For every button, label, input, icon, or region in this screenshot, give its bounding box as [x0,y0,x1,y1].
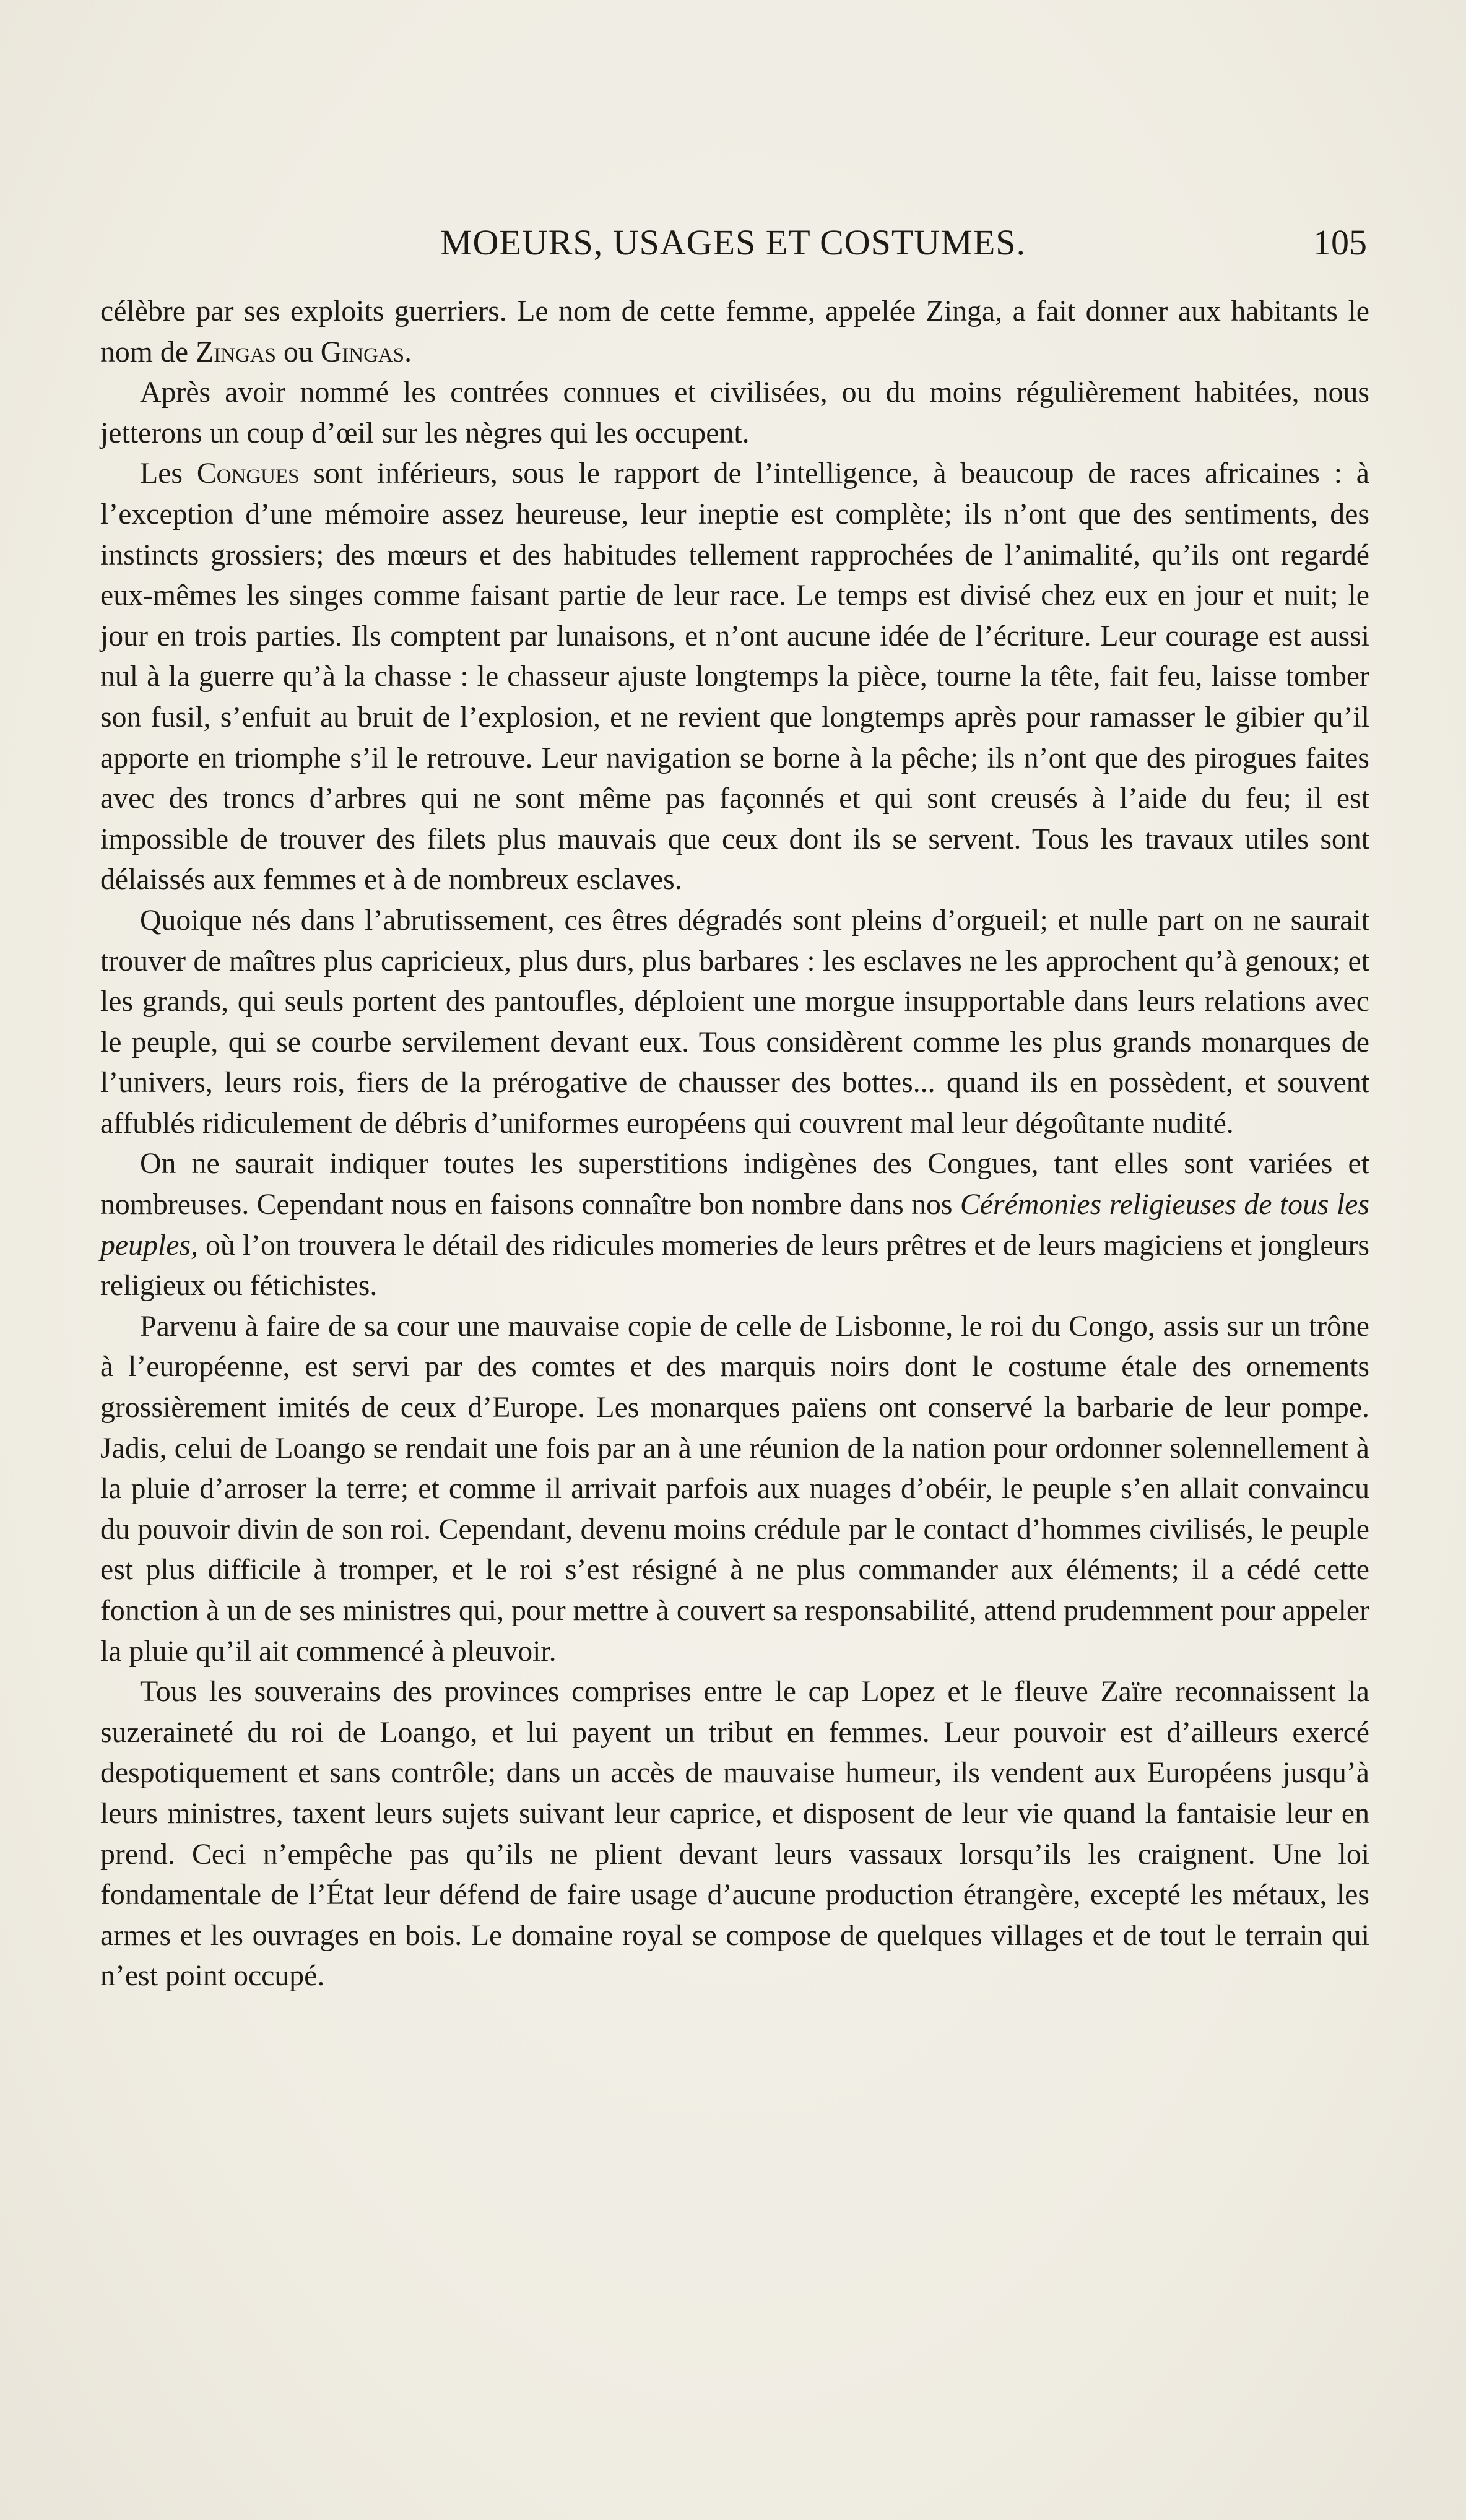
running-title: MOEURS, USAGES ET COSTUMES. [440,222,1026,262]
book-title-reference: Cérémonies religieuses de tous les peuples, [100,1188,1369,1262]
paragraph-3 [100,453,1369,900]
page-number: 105 [1313,222,1367,262]
text-run: Après avoir nommé les contrées connues et civilisées, ou du moins régulièrement habitées, nous jetterons un coup d’œil sur les nègres qui les occupent. [100,376,1369,449]
text-run: sont inférieurs, sous le rapport de l’intelligence, à beaucoup de races africaines : à l’exception d’une mémoire assez heureuse, leur ineptie est complète; ils n’ont que des sentiments, des instincts grossiers; des mœurs et des habitudes tellement rapprochées de l’animalité, qu’ils ont regardé eux-mêmes les singes comme faisant partie de leur race. Le temps est divisé chez eux en jour et nuit; le jour en trois parties. Ils comptent par lunaisons, et n’ont aucune idée de l’écriture. Leur courage est aussi nul à la guerre qu’à la chasse : le chasseur ajuste longtemps la pièce, tourne la tête, fait feu, laisse tomber son fusil, s’enfuit au bruit de l’explosion, et ne revient que longtemps après pour ramasser le gibier qu’il apporte en triomphe s’il le retrouve. Leur navigation se borne à la pêche; ils n’ont que des pirogues faites avec des troncs d’arbres qui ne sont même pas façonnés et qui sont creusés à l’aide du feu; il est impossible de trouver des filets plus mauvais que ceux dont ils se servent. Tous les travaux utiles sont délaissés aux femmes et à de nombreux esclaves. [100,457,1369,896]
text-run: . [404,335,412,368]
text-run: Quoique nés dans l’abrutissement, ces êtres dégradés sont pleins d’orgueil; et nulle part on ne saurait trouver de maîtres plus capricieux, plus durs, plus barbares : les esclaves ne les approchent qu’à genoux; et les grands, qui seuls portent des pantoufles, déploient une morgue insupportable dans leurs relations avec le peuple, qui se courbe servilement devant eux. Tous considèrent comme les plus grands monarques de l’univers, leurs rois, fiers de la prérogative de chausser des bottes... quand ils en possèdent, et souvent affublés ridiculement de débris d’uniformes européens qui couvrent mal leur dégoûtante nudité. [100,903,1369,1140]
paragraph-1 [100,291,1369,372]
text-run: Tous les souverains des provinces comprises entre le cap Lopez et le fleuve Zaïre reconnaissent la suzeraineté du roi de Loango, et lui payent un tribut en femmes. Leur pouvoir est d’ailleurs exercé despotiquement et sans contrôle; dans un accès de mauvaise humeur, ils vendent aux Européens jusqu’à leurs ministres, taxent leurs sujets suivant leur caprice, et disposent de leur vie quand la fantaisie leur en prend. Ceci n’empêche pas qu’ils ne plient devant leurs vassaux lorsqu’ils les craignent. Une loi fondamentale de l’État leur défend de faire usage d’aucune production étrangère, excepté les métaux, les armes et les ouvrages en bois. Le domaine royal se compose de quelques villages et de tout le terrain qui n’est point occupé. [100,1675,1369,1993]
paragraph-7 [100,1671,1369,1996]
text-run: ou [276,335,321,368]
body-text [100,291,1369,1996]
text-run: On ne saurait indiquer toutes les superstitions indigènes des Congues, tant elles sont variées et nombreuses. Cependant nous en faisons connaître bon nombre dans nos [100,1147,1369,1221]
text-run: où l’on trouvera le détail des ridicules momeries de leurs prêtres et de leurs magiciens et jongleurs religieux ou fétichistes. [100,1228,1369,1302]
people-name-zingas: Zingas [196,335,277,368]
paragraph-6 [100,1306,1369,1671]
text-run: célèbre par ses exploits guerriers. Le nom de cette femme, appelée Zinga, a fait donner aux habitants le nom de [100,295,1369,368]
people-name-gingas: Gingas [320,335,405,368]
people-name-congues: Congues [196,457,300,490]
paragraph-4 [100,900,1369,1144]
text-run: Les [140,457,197,490]
text-run: Parvenu à faire de sa cour une mauvaise copie de celle de Lisbonne, le roi du Congo, assis sur un trône à l’européenne, est servi par des comtes et des marquis noirs dont le costume étale des ornements grossièrement imités de ceux d’Europe. Les monarques païens ont conservé la barbarie de leur pompe. Jadis, celui de Loango se rendait une fois par an à une réunion de la nation pour ordonner solennellement à la pluie d’arroser la terre; et comme il arrivait parfois aux nuages d’obéir, le peuple s’en allait convaincu du pouvoir divin de son roi. Cependant, devenu moins crédule par le contact d’hommes civilisés, le peuple est plus difficile à tromper, et le roi s’est résigné à ne plus commander aux éléments; il a cédé cette fonction à un de ses ministres qui, pour mettre à couvert sa responsabilité, attend prudemment pour appeler la pluie qu’il ait commencé à pleuvoir. [100,1309,1369,1668]
paragraph-2 [100,372,1369,453]
running-head [99,218,1367,267]
paragraph-5 [100,1143,1369,1305]
